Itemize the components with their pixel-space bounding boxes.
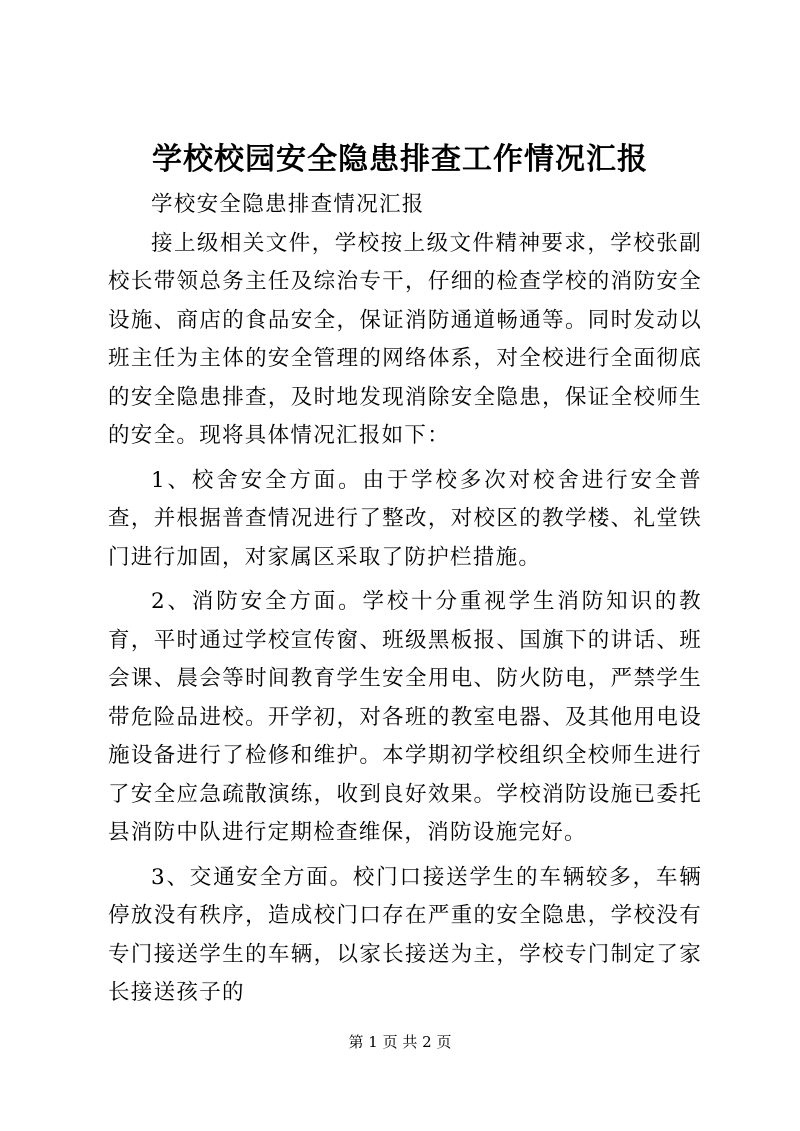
document-body	[108, 186, 702, 1013]
section-fire-safety: 2、消防安全方面。学校十分重视学生消防知识的教育，平时通过学校宣传窗、班级黑板报、国旗下的讲话、班会课、晨会等时间教育学生安全用电、防火防电，严禁学生带危险品进校。开学初，对各班的教室电器、及其他用电设施设备进行了检修和维护。本学期初学校组织全校师生进行了安全应急疏散演练，收到良好效果。学校消防设施已委托县消防中队进行定期检查维保，消防设施完好。	[108, 589, 702, 845]
section-traffic-safety: 3、交通安全方面。校门口接送学生的车辆较多，车辆停放没有秩序，造成校门口存在严重的安全隐患，学校没有专门接送学生的车辆，以家长接送为主，学校专门制定了家长接送孩子的	[108, 864, 702, 1005]
intro-paragraph: 接上级相关文件，学校按上级文件精神要求，学校张副校长带领总务主任及综治专干，仔细的检查学校的消防安全设施、商店的食品安全，保证消防通道畅通等。同时发动以班主任为主体的安全管理的网络体系，对全校进行全面彻底的安全隐患排查，及时地发现消除安全隐患，保证全校师生的安全。现将具体情况汇报如下：	[108, 230, 702, 448]
subtitle-paragraph: 学校安全隐患排查情况汇报	[151, 192, 425, 217]
page-footer: 第 1 页 共 2 页	[348, 1033, 452, 1051]
document-title: 学校校园安全隐患排查工作情况汇报	[152, 142, 648, 177]
section-building-safety: 1、校舍安全方面。由于学校多次对校舍进行安全普查，并根据普查情况进行了整改，对校区的教学楼、礼堂铁门进行加固，对家属区采取了防护栏措施。	[108, 467, 702, 570]
